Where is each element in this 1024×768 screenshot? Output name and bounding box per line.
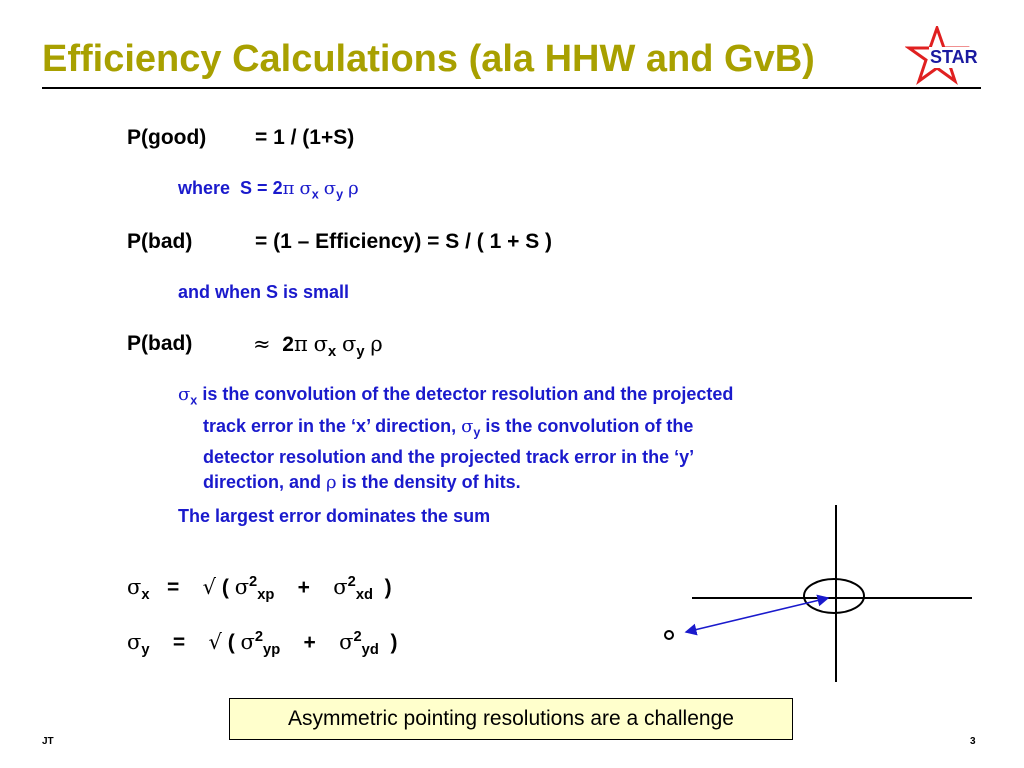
p-good-label: P(good) [127,126,207,149]
residual-arrow [686,598,828,632]
sigma-definition-paragraph: $\sigma_x$ is the convolution of the detector resolution and the projected track error in the ‘x’ direction, $\sigma_y$ is the convolution of the detector resolution and the projected track error in the ‘y’ direction, and ρ is the density of hits. [178,384,734,494]
challenge-note: Asymmetric pointing resolutions are a challenge [229,698,793,740]
crosshair-diagram [660,500,980,690]
sigma-y-sub: y [336,187,344,202]
sigma-x-sum-eq: $\sigma_x$ = √ ( $\sigma^2_{xp}$ + $\sigma^2_{xd}$ ) [127,574,392,604]
resolution-ellipse [804,579,864,613]
p-bad2-expr: ≈ 2π $\sigma_x$ $\sigma_y$ ρ [253,332,383,361]
where-line: where S = 2π $\sigma_x$ $\sigma_y$ ρ [178,178,359,202]
p-bad-label: P(bad) [127,230,193,253]
hit-point [665,631,673,639]
star-logo [905,26,985,86]
p-bad2-label: P(bad) [127,332,193,355]
title-rule [42,87,981,89]
p-bad-expr: = (1 – Efficiency) = S / ( 1 + S ) [255,230,553,253]
slide-title: Efficiency Calculations (ala HHW and GvB) [42,38,815,80]
rho-symbol: ρ [348,178,359,199]
sigma-y-sum-eq: $\sigma_y$ = √ ( $\sigma^2_{yp}$ + $\sigma^2_{yd}$ ) [127,629,398,659]
sigma-x-sub: x [311,187,319,202]
s-equation: S = 2 [240,178,283,198]
footer-author: JT [42,736,54,747]
largest-error-line: The largest error dominates the sum [178,506,491,526]
where-word: where [178,178,231,198]
when-small-line: and when S is small [178,282,350,302]
slide-number: 3 [970,736,976,747]
p-good-expr: = 1 / (1+S) [255,126,355,149]
pi-symbol: π [282,178,295,199]
star-logo-text: STAR [930,47,978,67]
